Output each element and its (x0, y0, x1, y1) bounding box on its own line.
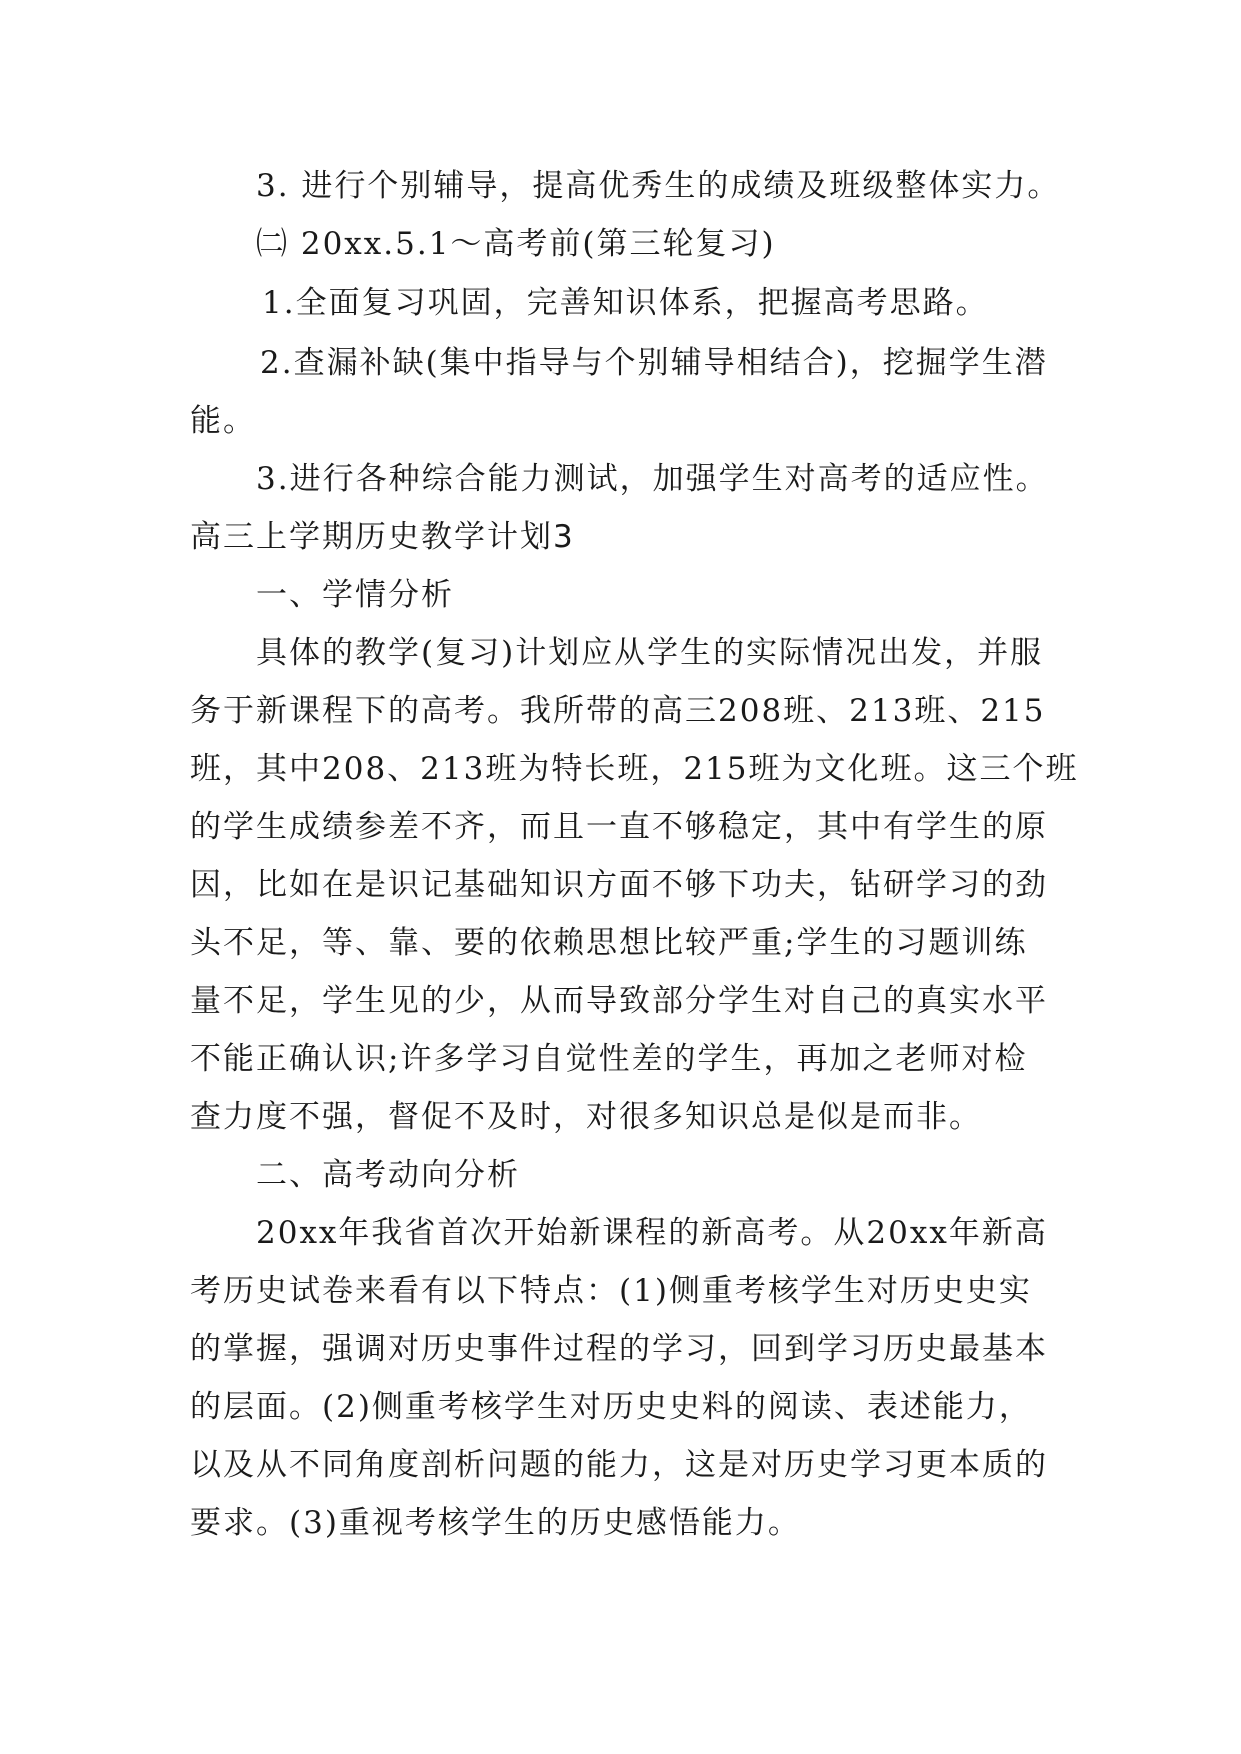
section-heading: 二、高考动向分析 (256, 1157, 520, 1193)
paragraph-line: 查力度不强，督促不及时，对很多知识总是似是而非。 (190, 1099, 982, 1135)
paragraph-line: 量不足，学生见的少，从而导致部分学生对自己的真实水平 (190, 983, 1048, 1019)
paragraph-line: 20xx年我省首次开始新课程的新高考。从20xx年新高 (256, 1215, 1048, 1251)
paragraph-line: 能。 (190, 403, 256, 439)
section-heading: 一、学情分析 (256, 577, 454, 613)
paragraph-line: 1.全面复习巩固，完善知识体系，把握高考思路。 (262, 285, 989, 321)
paragraph-line: 以及从不同角度剖析问题的能力，这是对历史学习更本质的 (190, 1447, 1048, 1483)
document-title: 高三上学期历史教学计划3 (190, 519, 575, 555)
paragraph-line: 因，比如在是识记基础知识方面不够下功夫，钻研学习的劲 (190, 867, 1048, 903)
paragraph-line: 的掌握，强调对历史事件过程的学习，回到学习历史最基本 (190, 1331, 1048, 1367)
paragraph-line: 要求。(3)重视考核学生的历史感悟能力。 (190, 1505, 801, 1541)
paragraph-line: 不能正确认识;许多学习自觉性差的学生，再加之老师对检 (190, 1041, 1028, 1077)
paragraph-line: 2.查漏补缺(集中指导与个别辅导相结合)，挖掘学生潜 (260, 345, 1048, 381)
paragraph-line: 班，其中208、213班为特长班，215班为文化班。这三个班 (190, 751, 1079, 787)
paragraph-line: 头不足，等、靠、要的依赖思想比较严重;学生的习题训练 (190, 925, 1028, 961)
paragraph-line: 3. 进行个别辅导，提高优秀生的成绩及班级整体实力。 (256, 168, 1061, 204)
paragraph-line: 3.进行各种综合能力测试，加强学生对高考的适应性。 (256, 461, 1049, 497)
paragraph-line: 的学生成绩参差不齐，而且一直不够稳定，其中有学生的原 (190, 809, 1048, 845)
section-heading: ㈡ 20xx.5.1～高考前(第三轮复习) (256, 226, 776, 262)
paragraph-line: 的层面。(2)侧重考核学生对历史史料的阅读、表述能力， (190, 1389, 1032, 1425)
paragraph-line: 考历史试卷来看有以下特点：(1)侧重考核学生对历史史实 (190, 1273, 1032, 1309)
paragraph-line: 具体的教学(复习)计划应从学生的实际情况出发，并服 (256, 635, 1044, 671)
paragraph-line: 务于新课程下的高考。我所带的高三208班、213班、215 (190, 693, 1046, 729)
